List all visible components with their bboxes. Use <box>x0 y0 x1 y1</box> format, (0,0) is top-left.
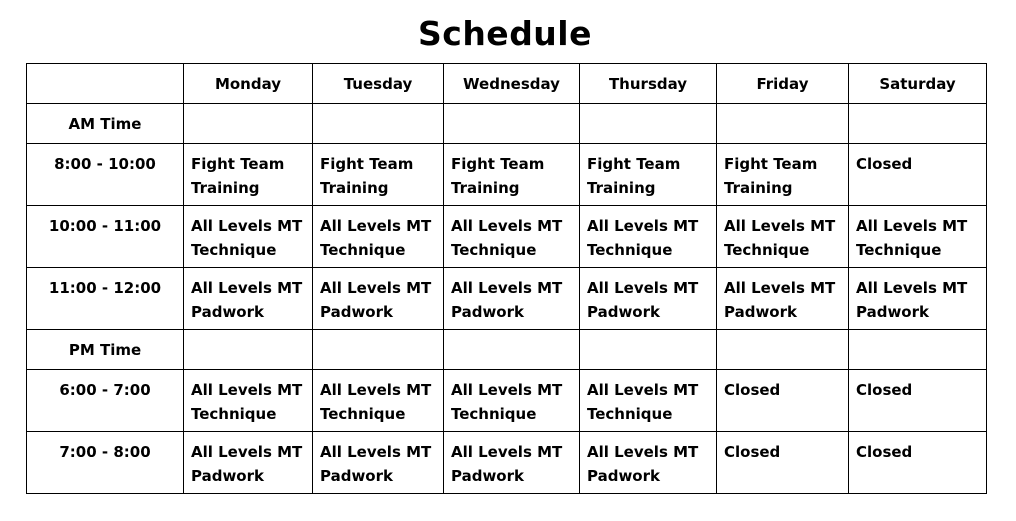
class-text: Technique <box>587 241 673 259</box>
class-text: Padwork <box>451 303 524 321</box>
day-header-tuesday: Tuesday <box>313 64 444 104</box>
class-cell-thursday <box>580 370 717 432</box>
day-header-monday: Monday <box>184 64 313 104</box>
day-header-friday: Friday <box>717 64 849 104</box>
table-row <box>27 268 987 330</box>
class-cell-saturday <box>849 432 987 494</box>
table-row <box>27 144 987 206</box>
class-text: All Levels MT <box>320 443 432 461</box>
class-cell-tuesday <box>313 432 444 494</box>
class-cell-wednesday <box>444 432 580 494</box>
class-text: Technique <box>587 405 673 423</box>
class-cell-friday <box>717 432 849 494</box>
class-text: Technique <box>856 241 942 259</box>
class-text: Padwork <box>191 467 264 485</box>
class-text: Padwork <box>587 467 660 485</box>
class-cell-wednesday <box>444 144 580 206</box>
class-text: Closed <box>724 381 781 399</box>
class-text: All Levels MT <box>320 381 432 399</box>
time-slot-label: 8:00 - 10:00 <box>27 144 184 206</box>
class-text: All Levels MT <box>191 443 303 461</box>
class-text: Training <box>320 179 389 197</box>
class-cell-friday <box>717 206 849 268</box>
class-text: Fight Team <box>320 155 414 173</box>
day-header-thursday: Thursday <box>580 64 717 104</box>
class-text: All Levels MT <box>587 443 699 461</box>
class-text: Padwork <box>451 467 524 485</box>
class-text: Technique <box>451 405 537 423</box>
time-slot-label: 11:00 - 12:00 <box>27 268 184 330</box>
class-text: Fight Team <box>724 155 818 173</box>
day-header-wednesday: Wednesday <box>444 64 580 104</box>
class-text: Technique <box>320 241 406 259</box>
class-cell-tuesday <box>313 206 444 268</box>
class-text: All Levels MT <box>451 381 563 399</box>
class-text: All Levels MT <box>856 217 968 235</box>
class-cell-thursday <box>580 144 717 206</box>
class-text: All Levels MT <box>191 279 303 297</box>
class-cell-monday <box>184 370 313 432</box>
class-cell-thursday <box>580 206 717 268</box>
class-text: Padwork <box>191 303 264 321</box>
class-cell-saturday <box>849 144 987 206</box>
class-cell-tuesday <box>313 144 444 206</box>
class-text: All Levels MT <box>451 217 563 235</box>
empty-cell <box>444 330 580 370</box>
schedule-table <box>26 63 987 494</box>
class-text: All Levels MT <box>856 279 968 297</box>
empty-cell <box>849 330 987 370</box>
class-text: Fight Team <box>191 155 285 173</box>
class-cell-friday <box>717 268 849 330</box>
class-text: All Levels MT <box>320 279 432 297</box>
empty-cell <box>717 330 849 370</box>
class-cell-monday <box>184 432 313 494</box>
empty-cell <box>717 104 849 144</box>
class-cell-tuesday <box>313 370 444 432</box>
header-row <box>27 64 987 104</box>
class-text: Padwork <box>587 303 660 321</box>
class-text: Technique <box>451 241 537 259</box>
empty-cell <box>580 330 717 370</box>
section-row <box>27 330 987 370</box>
class-cell-monday <box>184 268 313 330</box>
time-slot-label: 7:00 - 8:00 <box>27 432 184 494</box>
section-label: AM Time <box>27 104 184 144</box>
class-text: Training <box>724 179 793 197</box>
class-cell-saturday <box>849 370 987 432</box>
class-text: Padwork <box>320 303 393 321</box>
day-header-saturday: Saturday <box>849 64 987 104</box>
class-cell-thursday <box>580 268 717 330</box>
class-text: All Levels MT <box>587 279 699 297</box>
class-text: All Levels MT <box>320 217 432 235</box>
class-text: Closed <box>856 443 913 461</box>
class-cell-thursday <box>580 432 717 494</box>
class-text: All Levels MT <box>587 381 699 399</box>
class-text: All Levels MT <box>191 217 303 235</box>
empty-cell <box>184 330 313 370</box>
class-text: Training <box>451 179 520 197</box>
class-cell-friday <box>717 144 849 206</box>
class-text: Padwork <box>724 303 797 321</box>
class-cell-saturday <box>849 268 987 330</box>
section-label: PM Time <box>27 330 184 370</box>
class-text: All Levels MT <box>451 279 563 297</box>
class-text: All Levels MT <box>587 217 699 235</box>
class-text: Technique <box>191 241 277 259</box>
table-row <box>27 432 987 494</box>
class-text: Closed <box>856 381 913 399</box>
table-row <box>27 370 987 432</box>
class-text: Padwork <box>320 467 393 485</box>
class-text: Technique <box>320 405 406 423</box>
empty-cell <box>313 104 444 144</box>
class-text: Technique <box>724 241 810 259</box>
class-text: All Levels MT <box>724 217 836 235</box>
schedule-body <box>27 104 987 494</box>
class-cell-friday <box>717 370 849 432</box>
corner-cell <box>27 64 184 104</box>
class-text: Training <box>587 179 656 197</box>
class-cell-wednesday <box>444 206 580 268</box>
class-text: All Levels MT <box>451 443 563 461</box>
class-cell-wednesday <box>444 268 580 330</box>
class-text: Fight Team <box>451 155 545 173</box>
class-text: Closed <box>856 155 913 173</box>
time-slot-label: 10:00 - 11:00 <box>27 206 184 268</box>
class-text: Padwork <box>856 303 929 321</box>
class-text: Fight Team <box>587 155 681 173</box>
class-text: Closed <box>724 443 781 461</box>
empty-cell <box>580 104 717 144</box>
table-row <box>27 206 987 268</box>
empty-cell <box>313 330 444 370</box>
class-text: Training <box>191 179 260 197</box>
class-text: All Levels MT <box>724 279 836 297</box>
class-cell-saturday <box>849 206 987 268</box>
empty-cell <box>444 104 580 144</box>
empty-cell <box>849 104 987 144</box>
class-cell-wednesday <box>444 370 580 432</box>
section-row <box>27 104 987 144</box>
class-cell-monday <box>184 206 313 268</box>
empty-cell <box>184 104 313 144</box>
class-text: All Levels MT <box>191 381 303 399</box>
class-cell-monday <box>184 144 313 206</box>
class-cell-tuesday <box>313 268 444 330</box>
class-text: Technique <box>191 405 277 423</box>
page-title: Schedule <box>417 14 592 53</box>
time-slot-label: 6:00 - 7:00 <box>27 370 184 432</box>
